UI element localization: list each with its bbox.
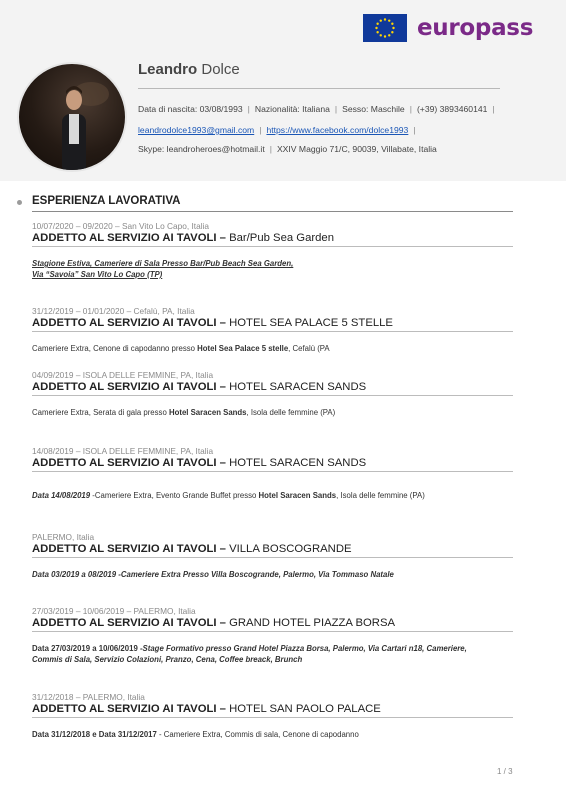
entry-title [32, 617, 513, 632]
skype-contact: Skype: leandroheroes@hotmail.it [138, 144, 265, 154]
entry-title [32, 543, 513, 558]
experience-entry [32, 221, 513, 280]
entry-place: GRAND HOTEL PIAZZA BORSA [229, 617, 396, 629]
entry-description [32, 643, 513, 665]
experience-entry [32, 606, 513, 665]
entry-desc-line: Commis di Sala, Servizio Colazioni, Pranzo, Cena, Coffee breack, Brunch [32, 655, 303, 664]
entry-desc-line: Data 27/03/2019 a 10/06/2019 -Stage Formativo presso Grand Hotel Piazza Borsa, Palermo, Via Cartari n18, Cameriere, [32, 644, 467, 653]
entry-meta: 27/03/2019 – 10/06/2019 – PALERMO, Italia [32, 606, 196, 616]
entry-meta: PALERMO, Italia [32, 532, 95, 542]
entry-role: ADDETTO AL SERVIZIO AI TAVOLI – [32, 232, 226, 244]
entry-description: Data 14/08/2019 -Cameriere Extra, Evento Grande Buffet presso Hotel Saracen Sands, Isola delle femmine (PA) [32, 491, 425, 500]
experience-entry [32, 306, 513, 354]
section-title: ESPERIENZA LAVORATIVA [32, 195, 181, 207]
entry-description: Data 03/2019 a 08/2019 -Cameriere Extra Presso Villa Boscogrande, Palermo, Via Tommaso Natale [32, 570, 394, 579]
eu-flag-icon [363, 14, 407, 42]
facebook-link[interactable]: https://www.facebook.com/dolce1993 [266, 125, 409, 135]
entry-title [32, 317, 513, 332]
entry-title [32, 457, 513, 472]
entry-description [32, 258, 513, 280]
entry-place: HOTEL SAN PAOLO PALACE [229, 703, 381, 715]
experience-entry [32, 370, 513, 418]
entry-place: HOTEL SARACEN SANDS [229, 457, 367, 469]
entry-role: ADDETTO AL SERVIZIO AI TAVOLI – [32, 381, 226, 393]
personal-info-line: Data di nascita: 03/08/1993 | Nazionalità: Italiana | Sesso: Maschile | (+39) 3893460141 | [138, 104, 495, 114]
last-name: Dolce [201, 61, 240, 78]
phone: (+39) 3893460141 [416, 104, 488, 114]
experience-entry [32, 532, 513, 580]
entry-role: ADDETTO AL SERVIZIO AI TAVOLI – [32, 617, 226, 629]
entry-place: HOTEL SARACEN SANDS [229, 381, 367, 393]
candidate-name [138, 61, 240, 78]
profile-photo [17, 62, 127, 172]
section-bullet-icon [17, 200, 22, 205]
gender: Sesso: Maschile [342, 104, 405, 114]
entry-desc-line: Via “Savoia” San Vito Lo Capo (TP) [32, 270, 163, 279]
entry-place: Bar/Pub Sea Garden [229, 232, 334, 244]
entry-place: VILLA BOSCOGRANDE [229, 543, 352, 555]
entry-description: Cameriere Extra, Cenone di capodanno presso Hotel Sea Palace 5 stelle, Cefalù (PA [32, 344, 330, 353]
entry-meta: 14/08/2019 – ISOLA DELLE FEMMINE, PA, Italia [32, 446, 214, 456]
entry-role: ADDETTO AL SERVIZIO AI TAVOLI – [32, 317, 226, 329]
entry-description: Cameriere Extra, Serata di gala presso Hotel Saracen Sands, Isola delle femmine (PA) [32, 408, 336, 417]
first-name: Leandro [138, 61, 198, 78]
address-line: Skype: leandroheroes@hotmail.it | XXIV Maggio 71/C, 90039, Villabate, Italia [138, 144, 437, 154]
entry-desc-line: Stagione Estiva, Cameriere di Sala Presso Bar/Pub Beach Sea Garden, [32, 259, 294, 268]
entry-meta: 31/12/2018 – PALERMO, Italia [32, 692, 145, 702]
home-address: XXIV Maggio 71/C, 90039, Villabate, Italia [276, 144, 437, 154]
entry-title [32, 232, 513, 247]
name-divider [138, 88, 500, 89]
entry-meta: 04/09/2019 – ISOLA DELLE FEMMINE, PA, Italia [32, 370, 214, 380]
page-number: 1 / 3 [497, 767, 513, 776]
email-link[interactable]: leandrodolce1993@gmail.com [138, 125, 255, 135]
entry-role: ADDETTO AL SERVIZIO AI TAVOLI – [32, 457, 226, 469]
entry-role: ADDETTO AL SERVIZIO AI TAVOLI – [32, 703, 226, 715]
europass-logo [363, 13, 533, 43]
entry-title [32, 703, 513, 718]
contact-links-line: leandrodolce1993@gmail.com | https://www.facebook.com/dolce1993 | [138, 125, 416, 135]
entry-meta: 10/07/2020 – 09/2020 – San Vito Lo Capo, Italia [32, 221, 209, 231]
entry-role: ADDETTO AL SERVIZIO AI TAVOLI – [32, 543, 226, 555]
experience-entry [32, 446, 513, 501]
entry-description: Data 31/12/2018 e Data 31/12/2017 - Cameriere Extra, Commis di sala, Cenone di capodanno [32, 730, 359, 739]
entry-title [32, 381, 513, 396]
entry-meta: 31/12/2019 – 01/01/2020 – Cefalù, PA, Italia [32, 306, 195, 316]
experience-entry [32, 692, 513, 740]
nationality: Nazionalità: Italiana [254, 104, 330, 114]
europass-wordmark: europass [417, 15, 534, 41]
section-divider [32, 211, 513, 212]
entry-place: HOTEL SEA PALACE 5 STELLE [229, 317, 393, 329]
birth-date: Data di nascita: 03/08/1993 [138, 104, 243, 114]
